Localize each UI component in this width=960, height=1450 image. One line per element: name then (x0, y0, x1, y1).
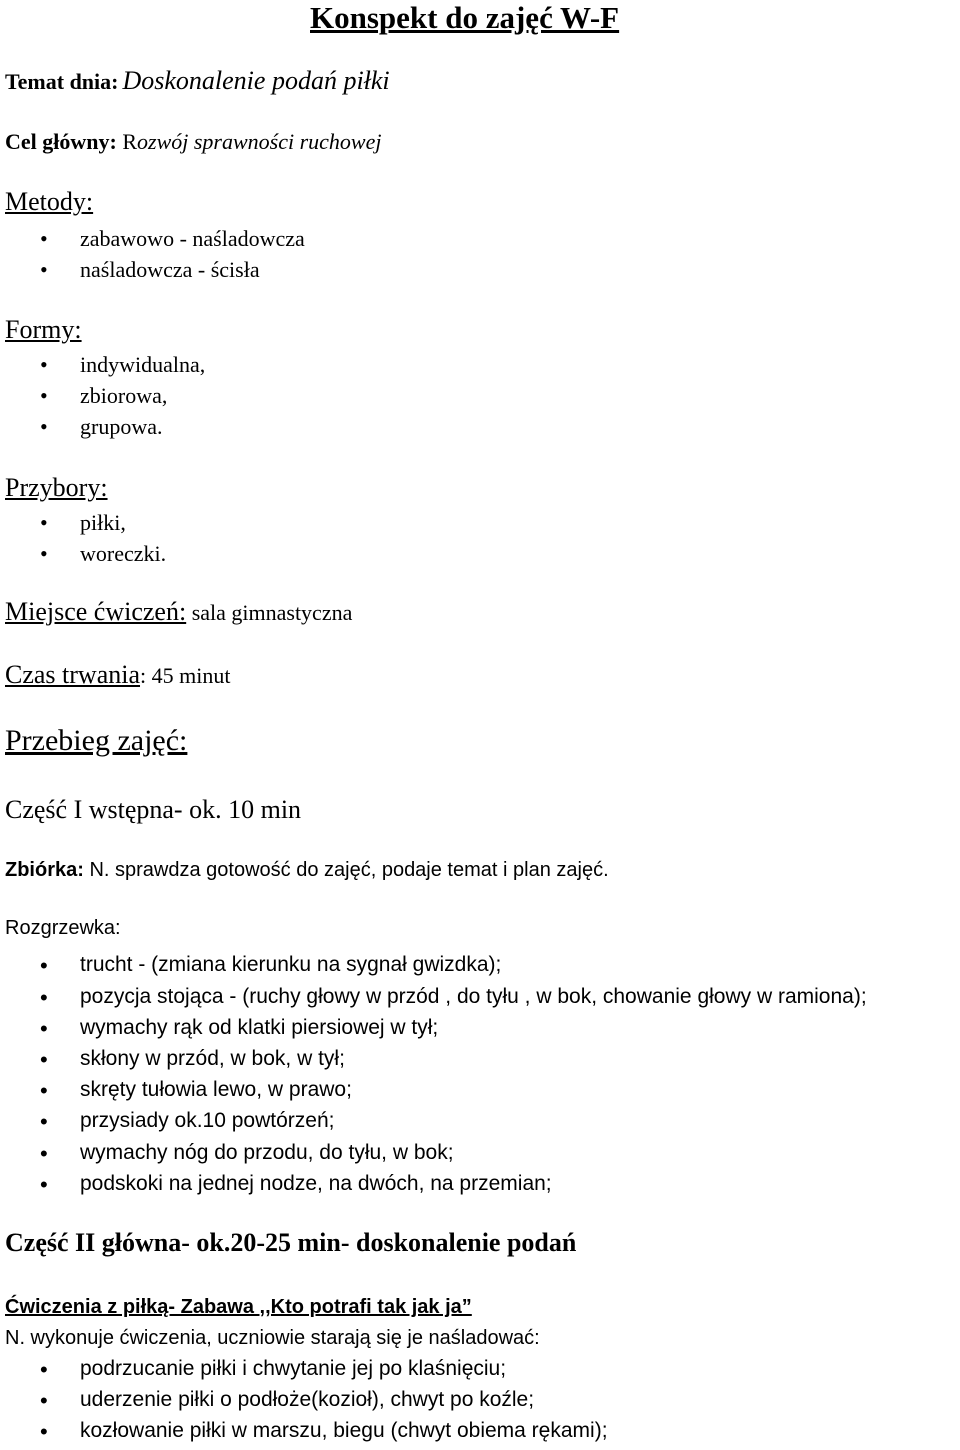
goal-value-rest: ozwój sprawności ruchowej (137, 129, 382, 154)
part2-heading: Część II główna- ok.20-25 min- doskonalenie podań (5, 1228, 577, 1257)
exercises-heading: Ćwiczenia z piłką- Zabawa ,,Kto potrafi tak jak ja” (5, 1296, 472, 1318)
warmup-item-text: trucht - (zmiana kierunku na sygnał gwizdka); (80, 953, 502, 976)
bullet-icon: • (40, 1141, 48, 1166)
warmup-item-text: skłony w przód, w bok, w tył; (80, 1047, 345, 1070)
bullet-icon: • (40, 383, 48, 408)
exercises-item-text: uderzenie piłki o podłoże(kozioł), chwyt po koźle; (80, 1388, 535, 1411)
bullet-icon: • (40, 1419, 48, 1444)
exercises-item-text: kozłowanie piłki w marszu, biegu (chwyt obiema rękami); (80, 1419, 608, 1442)
bullet-icon: • (40, 1388, 48, 1413)
course-heading: Przebieg zajęć: (5, 724, 188, 757)
goal-label: Cel główny: (5, 129, 123, 154)
warmup-item-text: przysiady ok.10 powtórzeń; (80, 1109, 335, 1132)
forms-item-text: indywidualna, (80, 352, 206, 377)
bullet-icon: • (40, 414, 48, 439)
duration-value: : 45 minut (140, 663, 231, 688)
part1-heading: Część I wstępna- ok. 10 min (5, 795, 302, 824)
methods-item-text: zabawowo - naśladowcza (80, 226, 305, 251)
bullet-icon: • (40, 1078, 48, 1103)
methods-heading: Metody: (5, 187, 94, 216)
bullet-icon: • (40, 1172, 48, 1197)
bullet-icon: • (40, 1047, 48, 1072)
bullet-icon: • (40, 257, 48, 282)
bullet-icon: • (40, 1357, 48, 1382)
equipment-heading: Przybory: (5, 473, 108, 502)
goal-value-first: R (122, 129, 138, 154)
bullet-icon: • (40, 1016, 48, 1041)
place-line (5, 597, 352, 627)
duration-line (5, 660, 230, 690)
equipment-item-text: woreczki. (80, 541, 167, 566)
warmup-label: Rozgrzewka: (5, 917, 121, 939)
gathering-value: N. sprawdza gotowość do zajęć, podaje temat i plan zajęć. (89, 859, 609, 881)
warmup-item-text: pozycja stojąca - (ruchy głowy w przód , do tyłu , w bok, chowanie głowy w ramiona); (80, 985, 867, 1008)
bullet-icon: • (40, 352, 48, 377)
bullet-icon: • (40, 226, 48, 251)
place-value: sala gimnastyczna (186, 600, 353, 625)
gathering-line (5, 859, 609, 882)
forms-item-text: zbiorowa, (80, 383, 168, 408)
warmup-item-text: wymachy nóg do przodu, do tyłu, w bok; (80, 1141, 454, 1164)
warmup-item-text: podskoki na jednej nodze, na dwóch, na przemian; (80, 1172, 552, 1195)
bullet-icon: • (40, 953, 48, 978)
place-label: Miejsce ćwiczeń: (5, 597, 187, 626)
bullet-icon: • (40, 541, 48, 566)
warmup-item-text: wymachy rąk od klatki piersiowej w tył; (80, 1016, 439, 1039)
gathering-label: Zbiórka: (5, 859, 90, 881)
equipment-item-text: piłki, (80, 510, 126, 535)
bullet-icon: • (40, 1109, 48, 1134)
topic-value: Doskonalenie podań piłki (122, 66, 390, 95)
methods-item-text: naśladowcza - ścisła (80, 257, 260, 282)
forms-heading: Formy: (5, 315, 82, 344)
bullet-icon: • (40, 985, 48, 1010)
exercises-intro: N. wykonuje ćwiczenia, uczniowie starają się je naśladować: (5, 1327, 540, 1349)
warmup-item-text: skręty tułowia lewo, w prawo; (80, 1078, 352, 1101)
topic-line (5, 66, 390, 96)
page-title: Konspekt do zajęć W-F (310, 0, 620, 35)
goal-line (5, 129, 381, 155)
forms-item-text: grupowa. (80, 414, 163, 439)
topic-label: Temat dnia: (5, 69, 119, 94)
exercises-item-text: podrzucanie piłki i chwytanie jej po klaśnięciu; (80, 1357, 507, 1380)
duration-label: Czas trwania (5, 660, 141, 689)
bullet-icon: • (40, 510, 48, 535)
